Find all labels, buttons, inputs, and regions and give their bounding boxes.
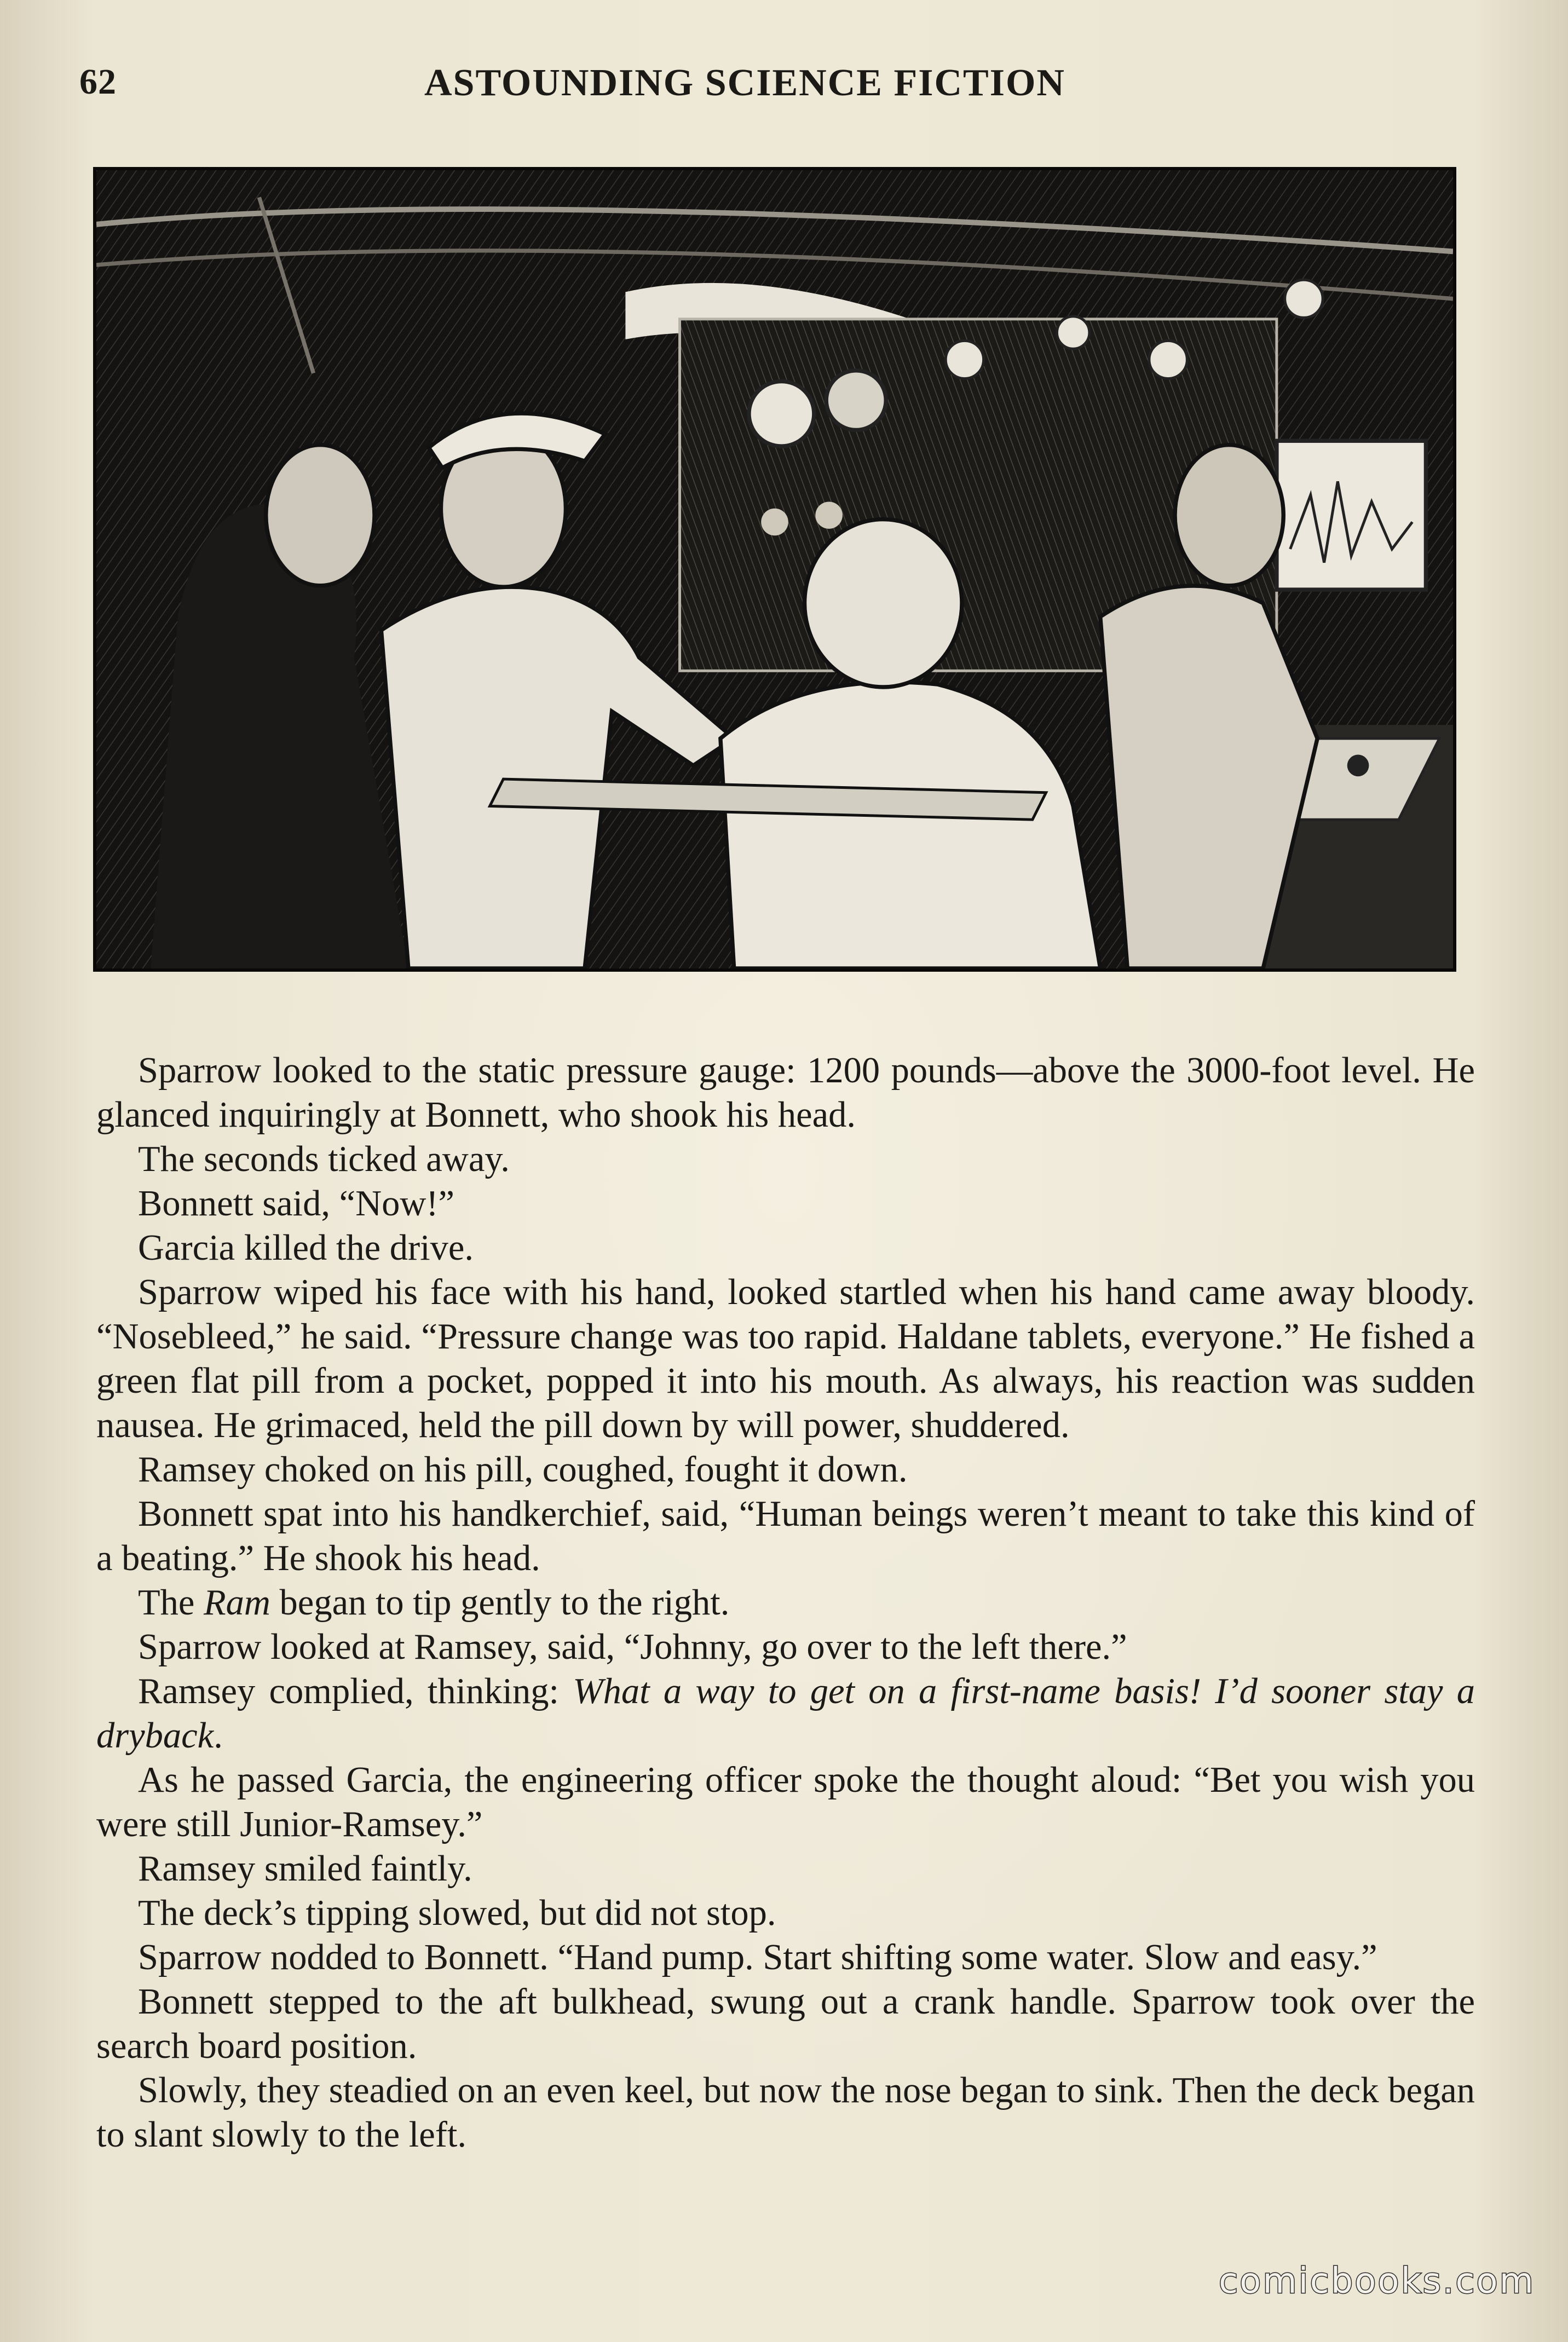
paragraph: Bonnett stepped to the aft bulkhead, swung out a crank handle. Sparrow took over the search board position. xyxy=(96,1982,1475,2066)
paragraph-text: Ramsey complied, thinking: xyxy=(138,1671,573,1711)
paragraph: The deck’s tipping slowed, but did not stop. xyxy=(138,1893,776,1933)
gauge-icon xyxy=(749,382,814,447)
paragraph: Sparrow looked to the static pressure gauge: 1200 pounds—above the 3000-foot level. He glanced inquiringly at Bonnett, who shook his head. xyxy=(96,1051,1475,1135)
submarine-control-room-illustration xyxy=(93,167,1456,972)
paragraph-text: The xyxy=(138,1583,204,1623)
paragraph xyxy=(96,1580,1475,1625)
story-text xyxy=(96,1048,1475,2157)
paragraph: Sparrow wiped his face with his hand, looked startled when his hand came away bloody. “Nosebleed,” he said. “Pressure change was too rapid. Haldane tablets, everyone.” He fished a green flat pill from a pocket, popped it into his mouth. As always, his reaction was sudden nausea. He grimaced, held the pill down by will power, shuddered. xyxy=(96,1272,1475,1445)
watermark: comicbooks.com xyxy=(1218,2261,1535,2301)
paragraph xyxy=(96,1669,1475,1758)
paragraph: Ramsey smiled faintly. xyxy=(138,1849,472,1889)
paragraph-text: . xyxy=(214,1716,223,1756)
page-header xyxy=(79,61,1481,111)
ship-name: Ram xyxy=(204,1583,270,1623)
paragraph: The seconds ticked away. xyxy=(138,1139,510,1179)
paragraph: Bonnett said, “Now!” xyxy=(138,1184,455,1224)
illustration-drawing xyxy=(96,170,1453,968)
page-number: 62 xyxy=(79,62,117,102)
paragraph: Ramsey choked on his pill, coughed, fought it down. xyxy=(138,1450,908,1490)
paragraph: Slowly, they steadied on an even keel, but now the nose began to sink. Then the deck began to slant slowly to the left. xyxy=(96,2070,1475,2155)
paragraph: Garcia killed the drive. xyxy=(138,1228,474,1268)
paragraph: Bonnett spat into his handkerchief, said, “Human beings weren’t meant to take this kind of a beating.” He shook his head. xyxy=(96,1494,1475,1578)
paragraph: As he passed Garcia, the engineering officer spoke the thought aloud: “Bet you wish you were still Junior-Ramsey.” xyxy=(96,1760,1475,1844)
paragraph: Sparrow nodded to Bonnett. “Hand pump. Start shifting some water. Slow and easy.” xyxy=(138,1937,1377,1977)
running-head: ASTOUNDING SCIENCE FICTION xyxy=(424,62,1065,104)
paragraph-text: began to tip gently to the right. xyxy=(270,1583,730,1623)
italic-thought: What a way to get on a first-name basis! I’d sooner stay a dryback xyxy=(96,1671,1475,1756)
paragraph: Sparrow looked at Ramsey, said, “Johnny, go over to the left there.” xyxy=(138,1627,1127,1667)
